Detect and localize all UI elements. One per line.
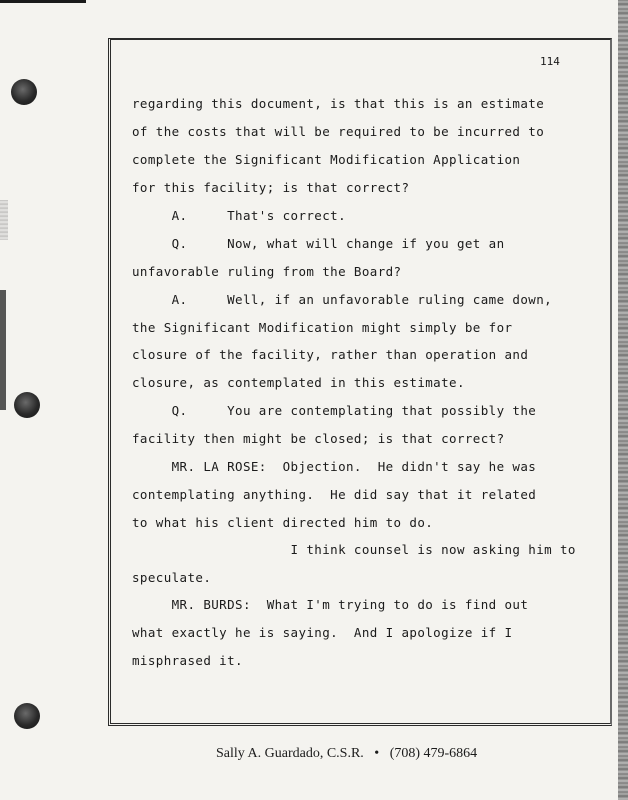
transcript-line: Q. Now, what will change if you get an (132, 236, 505, 251)
transcript-line: closure, as contemplated in this estimate. (132, 375, 465, 390)
reporter-name: Sally A. Guardado, C.S.R. (216, 746, 364, 761)
scan-bar-left (0, 290, 6, 410)
transcript-line: speculate. (132, 570, 212, 585)
transcript-line: complete the Significant Modification Application (132, 152, 521, 167)
scan-speck-left (0, 200, 8, 240)
transcript-line: to what his client directed him to do. (132, 515, 434, 530)
transcript-line: A. That's correct. (132, 208, 346, 223)
punch-hole-middle (14, 392, 40, 418)
transcript-line: for this facility; is that correct? (132, 180, 410, 195)
transcript-line: Q. You are contemplating that possibly the (132, 403, 537, 418)
reporter-phone: (708) 479-6864 (389, 746, 478, 761)
top-edge-rule (0, 0, 86, 3)
transcript-line: the Significant Modification might simply be for (132, 320, 513, 335)
court-reporter-footer (216, 746, 477, 762)
transcript-line: misphrased it. (132, 653, 243, 668)
footer-separator: • (374, 746, 380, 761)
transcript-line: MR. BURDS: What I'm trying to do is find out (132, 597, 529, 612)
page-number: 114 (540, 55, 560, 68)
scan-edge-right (618, 0, 628, 800)
transcript-line: MR. LA ROSE: Objection. He didn't say he was (132, 459, 537, 474)
transcript-line: unfavorable ruling from the Board? (132, 264, 402, 279)
transcript-line: closure of the facility, rather than operation and (132, 347, 529, 362)
punch-hole-top (11, 79, 37, 105)
punch-hole-bottom (14, 703, 40, 729)
transcript-line: of the costs that will be required to be incurred to (132, 124, 545, 139)
transcript-line: what exactly he is saying. And I apologize if I (132, 625, 513, 640)
transcript-line: contemplating anything. He did say that it related (132, 487, 537, 502)
transcript-line: facility then might be closed; is that correct? (132, 431, 505, 446)
transcript-line: I think counsel is now asking him to (132, 542, 576, 557)
transcript-line: A. Well, if an unfavorable ruling came down, (132, 292, 553, 307)
transcript-line: regarding this document, is that this is an estimate (132, 96, 545, 111)
